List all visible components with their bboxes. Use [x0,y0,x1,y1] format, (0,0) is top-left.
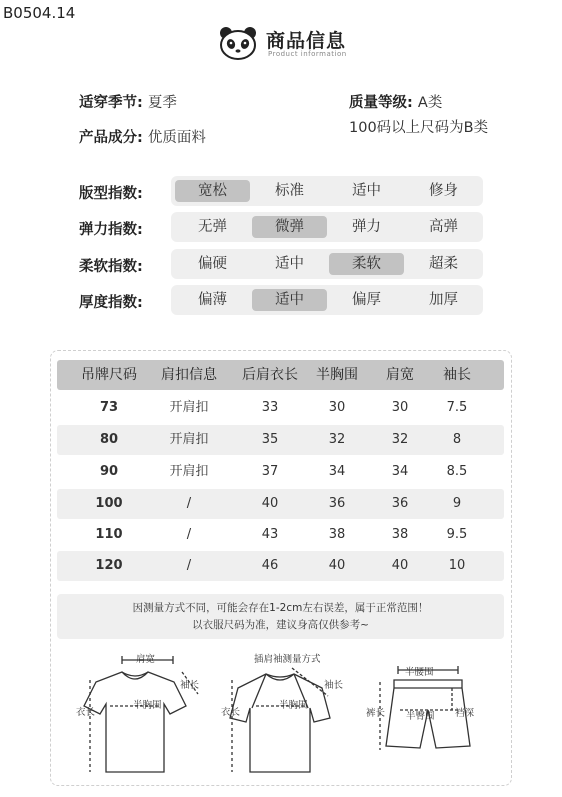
index-label: 弹力指数: [79,222,143,238]
tshirt-chest-label: 半胸围 [133,700,162,711]
table-cell: 8.5 [446,464,468,479]
index-label: 柔软指数: [79,259,143,275]
index-option-selected: 柔软 [329,253,404,275]
index-option: 偏厚 [352,292,381,308]
table-cell: 100 [95,496,123,511]
table-cell: 40 [261,496,279,511]
table-header-cell: 肩宽 [386,367,414,383]
index-option: 适中 [352,183,381,199]
table-cell: 33 [261,400,279,415]
index-option-selected: 适中 [252,289,327,311]
table-cell: 40 [328,558,346,573]
index-option: 偏硬 [198,256,227,272]
index-bar [171,285,483,315]
index-option-selected: 宽松 [175,180,250,202]
table-cell: 32 [391,432,409,447]
section-subtitle: Product information [268,50,347,58]
measurement-diagrams [60,648,520,783]
grade-label: 质量等级: [349,95,413,111]
table-cell: 34 [328,464,346,479]
section-title: 商品信息 [266,30,347,52]
table-cell: 46 [261,558,279,573]
raglan-title: 插肩袖测量方式 [254,654,321,665]
index-bar [171,212,483,242]
index-option: 加厚 [429,292,458,308]
table-cell: 30 [391,400,409,415]
table-cell: 7.5 [446,400,468,415]
material-label: 产品成分: [79,130,143,146]
table-cell: 开肩扣 [169,464,209,479]
table-cell: 36 [391,496,409,511]
raglan-shirt-icon [230,674,330,772]
raglan-chest-label: 半胸围 [279,700,308,711]
grade-value: A类 [417,95,443,111]
table-cell: 9.5 [446,527,468,542]
tshirt-sleeve-label: 袖长 [180,680,200,691]
table-cell: 73 [99,400,119,415]
season-row [79,91,177,112]
table-row [57,393,504,423]
table-cell: 开肩扣 [169,432,209,447]
index-label: 版型指数: [79,186,143,202]
index-bar [171,249,483,279]
shorts-waist-label: 半腰围 [405,667,434,678]
table-cell: / [186,496,192,511]
panda-logo-icon [218,26,258,60]
index-option: 无弹 [198,219,227,235]
table-cell: 37 [261,464,279,479]
table-cell: / [186,558,192,573]
index-option: 高弹 [429,219,458,235]
table-header-cell: 袖长 [443,367,471,383]
table-row [57,520,504,550]
product-code: B0504.14 [3,4,76,22]
index-option: 弹力 [352,219,381,235]
index-option: 标准 [275,183,304,199]
grade-row [349,91,442,112]
index-option: 修身 [429,183,458,199]
table-cell: 36 [328,496,346,511]
table-header-cell: 吊牌尺码 [81,367,137,383]
raglan-length-label: 衣长 [221,707,241,718]
table-row [57,551,504,581]
table-cell: 30 [328,400,346,415]
shorts-length-label: 裤长 [366,708,386,719]
table-cell: 80 [99,432,119,447]
table-row [57,489,504,519]
index-option: 偏薄 [198,292,227,308]
note-line-2: 以衣服尺码为准，建议身高仅供参考~ [192,619,369,631]
table-cell: / [186,527,192,542]
table-row [57,457,504,487]
table-cell: 32 [328,432,346,447]
table-cell: 35 [261,432,279,447]
shorts-hip-label: 半臀围 [406,711,435,722]
table-header-cell: 肩扣信息 [161,367,217,383]
table-header-cell: 后肩衣长 [242,367,298,383]
index-option: 适中 [275,256,304,272]
tshirt-length-label: 衣长 [76,707,96,718]
season-value: 夏季 [147,95,177,111]
index-label: 厚度指数: [79,295,143,311]
table-cell: 120 [95,558,123,573]
material-value: 优质面料 [147,130,206,146]
index-bar [171,176,483,206]
grade-note: 100码以上尺码为B类 [349,120,489,136]
table-cell: 8 [452,432,462,447]
tshirt-icon [84,672,186,772]
table-cell: 开肩扣 [169,400,209,415]
raglan-sleeve-label: 袖长 [324,680,344,691]
table-cell: 43 [261,527,279,542]
material-row [79,126,206,147]
measurement-note [57,594,504,639]
table-cell: 38 [328,527,346,542]
season-label: 适穿季节: [79,95,143,111]
index-option: 超柔 [429,256,458,272]
note-line-1: 因测量方式不同，可能会存在1-2cm左右误差，属于正常范围！ [132,602,429,614]
index-option-selected: 微弹 [252,216,327,238]
table-cell: 34 [391,464,409,479]
table-cell: 40 [391,558,409,573]
table-header-row [57,360,504,390]
table-cell: 9 [452,496,462,511]
tshirt-shoulder-label: 肩宽 [136,654,156,665]
table-row [57,425,504,455]
shorts-rise-label: 裆深 [455,708,475,719]
table-header-cell: 半胸围 [316,367,358,383]
table-cell: 110 [95,527,123,542]
table-cell: 10 [448,558,466,573]
table-cell: 90 [99,464,119,479]
table-cell: 38 [391,527,409,542]
